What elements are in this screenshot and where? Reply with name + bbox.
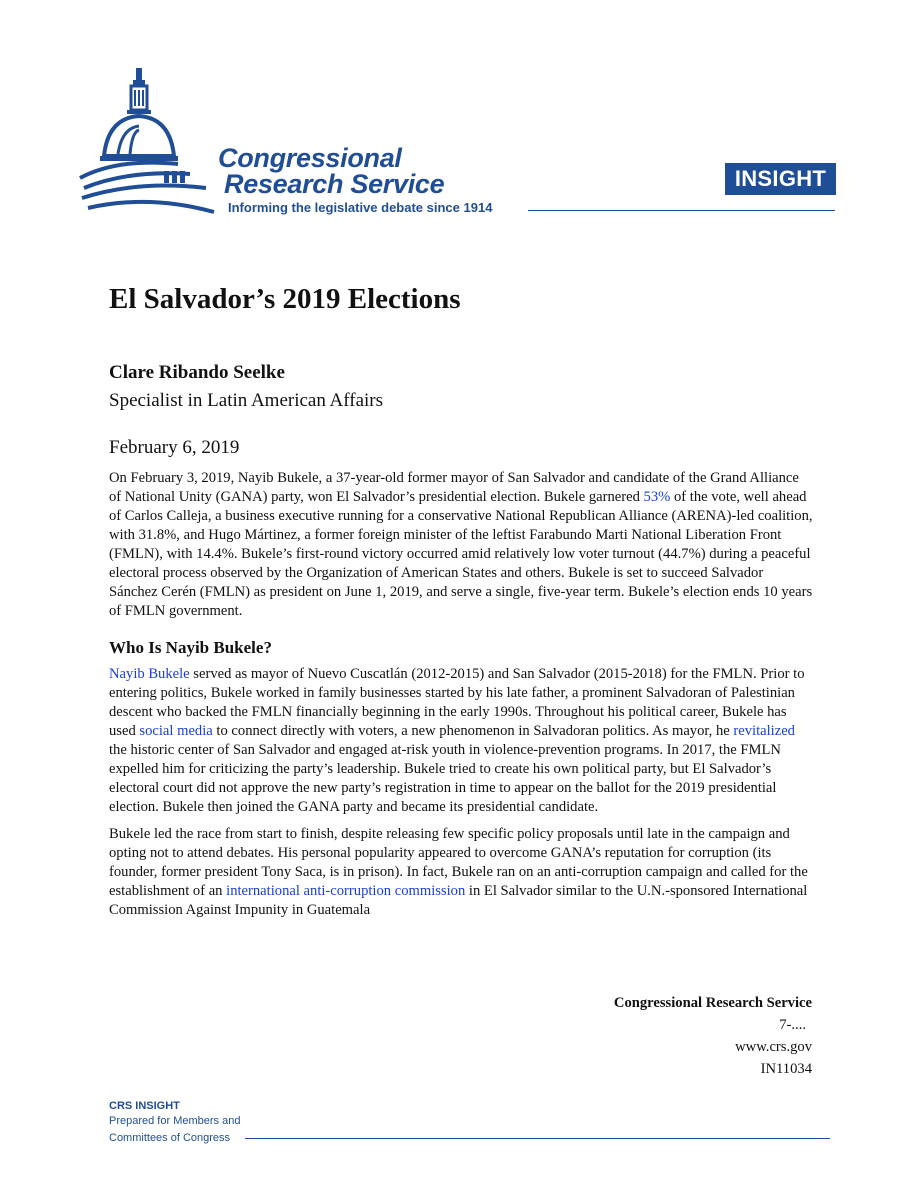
footer-divider (245, 1138, 830, 1139)
paragraph-2 (109, 665, 813, 817)
prepared-for-line2: Committees of Congress (109, 1132, 231, 1144)
report-footer (614, 992, 812, 1080)
article-body (109, 469, 813, 928)
crs-insight-footer (109, 1099, 240, 1147)
author-name: Clare Ribando Seelke (109, 362, 285, 383)
footer-id: IN11034 (760, 1061, 812, 1077)
text-span: Bukele led the race from start to finish, despite releasing few specific policy proposals until late in the campaign and opting not to attend debates. His personal popularity appeared to overcome GANA’s reputation for corruption (its founder, former president Tony Saca, is in prison). In fact, Bukele ran on an anti-corruption campaign and called for the establishment of an (109, 826, 808, 899)
crs-logo (78, 66, 538, 226)
text-span: served as mayor of Nuevo Cuscatlán (2012-2015) and San Salvador (2015-2018) for the FMLN. Prior to entering politics, Bukele worked in family businesses started by his late father, a prominent Salvadoran of Palestinian descent who backed the FMLN financially beginning in the early 1990s. Throughout his political career, Bukele has used (109, 666, 805, 739)
publication-date: February 6, 2019 (109, 437, 240, 458)
nayib-bukele-link[interactable]: Nayib Bukele (109, 666, 190, 682)
author-role: Specialist in Latin American Affairs (109, 390, 384, 411)
page-title: El Salvador’s 2019 Elections (109, 283, 461, 315)
logo-line2: Research Service (224, 169, 445, 199)
insight-badge: INSIGHT (725, 163, 836, 195)
footer-code: 7-.... (779, 1017, 806, 1033)
text-span: of the vote, well ahead of Carlos Calleja, a business executive running for a conservative National Republican Alliance (ARENA)-led coalition, with 31.8%, and Hugo Mártinez, a former foreign minister of the leftist Farabundo Marti National Liberation Front (FMLN), with 14.4%. Bukele’s first-round victory occurred amid relatively low voter turnout (44.7%) during a peaceful electoral process observed by the Organization of American States and others. Bukele is set to succeed Salvador Sánchez Cerén (FMLN) as president on June 1, 2019, and serve a single, five-year term. Bukele’s election ends 10 years of FMLN government. (109, 489, 813, 619)
footer-site: www.crs.gov (735, 1039, 812, 1055)
prepared-for-line1: Prepared for Members and (109, 1115, 241, 1127)
section-heading: Who Is Nayib Bukele? (109, 638, 272, 657)
text-span: to connect directly with voters, a new phenomenon in Salvadoran politics. As mayor, he (212, 723, 734, 739)
social-media-link[interactable]: social media (139, 723, 213, 739)
capitol-dome-icon (78, 66, 228, 216)
text-span: the historic center of San Salvador and engaged at-risk youth in violence-prevention programs. In 2017, the FMLN expelled him for criticizing the party’s leadership. Bukele tried to create his own political party, but El Salvador’s electoral court did not approve the new party’s registration in time to appear on the ballot for the 2019 presidential election. Bukele then joined the GANA party and became its presidential candidate. (109, 742, 781, 815)
revitalized-link[interactable]: revitalized (733, 723, 795, 739)
logo-tagline: Informing the legislative debate since 1914 (228, 200, 493, 215)
crs-insight-label: CRS INSIGHT (109, 1100, 180, 1112)
header-divider (528, 210, 835, 211)
anti-corruption-commission-link[interactable]: international anti-corruption commission (226, 883, 466, 899)
footer-org: Congressional Research Service (613, 995, 812, 1011)
paragraph-1 (109, 469, 813, 621)
vote-share-link[interactable]: 53% (643, 489, 671, 505)
paragraph-3 (109, 825, 813, 920)
text-span: in El Salvador similar to the U.N.-sponsored International Commission Against Impunity in Guatemala (109, 883, 808, 918)
logo-line1: Congressional (218, 143, 402, 173)
text-span: On February 3, 2019, Nayib Bukele, a 37-year-old former mayor of San Salvador and candidate of the Grand Alliance of National Unity (GANA) party, won El Salvador’s presidential election. Bukele garnered (109, 470, 799, 505)
